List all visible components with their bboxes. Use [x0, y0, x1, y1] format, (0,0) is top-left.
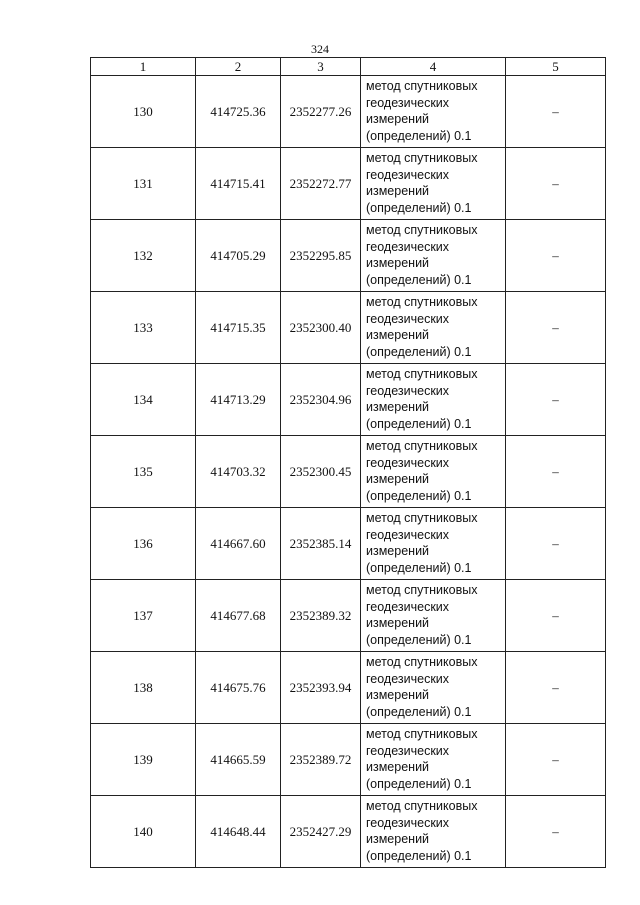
point-number-cell: 134: [91, 364, 196, 436]
table-row: [91, 724, 606, 796]
column-header-4: 4: [361, 58, 506, 76]
y-coordinate-cell: 2352304.96: [281, 364, 361, 436]
point-number-cell: 138: [91, 652, 196, 724]
x-coordinate-cell: 414677.68: [196, 580, 281, 652]
y-coordinate-cell: 2352300.40: [281, 292, 361, 364]
y-coordinate-cell: 2352393.94: [281, 652, 361, 724]
table-row: [91, 508, 606, 580]
point-number-cell: 131: [91, 148, 196, 220]
method-cell: метод спутниковых геодезических измерений (определений) 0.1: [361, 652, 506, 724]
point-number-cell: 130: [91, 76, 196, 148]
x-coordinate-cell: 414648.44: [196, 796, 281, 868]
table-row: [91, 796, 606, 868]
table-header-row: [91, 58, 606, 76]
table-row: [91, 580, 606, 652]
y-coordinate-cell: 2352389.72: [281, 724, 361, 796]
column-header-3: 3: [281, 58, 361, 76]
y-coordinate-cell: 2352427.29: [281, 796, 361, 868]
table-row: [91, 364, 606, 436]
y-coordinate-cell: 2352277.26: [281, 76, 361, 148]
x-coordinate-cell: 414715.35: [196, 292, 281, 364]
method-cell: метод спутниковых геодезических измерений (определений) 0.1: [361, 220, 506, 292]
x-coordinate-cell: 414703.32: [196, 436, 281, 508]
note-cell: –: [506, 580, 606, 652]
y-coordinate-cell: 2352389.32: [281, 580, 361, 652]
table-row: [91, 436, 606, 508]
table-row: [91, 148, 606, 220]
method-cell: метод спутниковых геодезических измерений (определений) 0.1: [361, 724, 506, 796]
point-number-cell: 140: [91, 796, 196, 868]
table-row: [91, 76, 606, 148]
coordinates-table: [90, 57, 606, 868]
method-cell: метод спутниковых геодезических измерений (определений) 0.1: [361, 436, 506, 508]
note-cell: –: [506, 508, 606, 580]
note-cell: –: [506, 364, 606, 436]
y-coordinate-cell: 2352272.77: [281, 148, 361, 220]
method-cell: метод спутниковых геодезических измерений (определений) 0.1: [361, 364, 506, 436]
x-coordinate-cell: 414667.60: [196, 508, 281, 580]
note-cell: –: [506, 148, 606, 220]
y-coordinate-cell: 2352300.45: [281, 436, 361, 508]
column-header-2: 2: [196, 58, 281, 76]
x-coordinate-cell: 414715.41: [196, 148, 281, 220]
note-cell: –: [506, 76, 606, 148]
page-number: 324: [311, 42, 329, 56]
note-cell: –: [506, 652, 606, 724]
table-row: [91, 220, 606, 292]
y-coordinate-cell: 2352385.14: [281, 508, 361, 580]
point-number-cell: 139: [91, 724, 196, 796]
x-coordinate-cell: 414713.29: [196, 364, 281, 436]
method-cell: метод спутниковых геодезических измерений (определений) 0.1: [361, 580, 506, 652]
point-number-cell: 133: [91, 292, 196, 364]
point-number-cell: 132: [91, 220, 196, 292]
method-cell: метод спутниковых геодезических измерений (определений) 0.1: [361, 796, 506, 868]
note-cell: –: [506, 436, 606, 508]
note-cell: –: [506, 292, 606, 364]
method-cell: метод спутниковых геодезических измерений (определений) 0.1: [361, 76, 506, 148]
x-coordinate-cell: 414725.36: [196, 76, 281, 148]
point-number-cell: 135: [91, 436, 196, 508]
table-row: [91, 292, 606, 364]
method-cell: метод спутниковых геодезических измерений (определений) 0.1: [361, 508, 506, 580]
note-cell: –: [506, 220, 606, 292]
method-cell: метод спутниковых геодезических измерений (определений) 0.1: [361, 148, 506, 220]
method-cell: метод спутниковых геодезических измерений (определений) 0.1: [361, 292, 506, 364]
column-header-1: 1: [91, 58, 196, 76]
point-number-cell: 136: [91, 508, 196, 580]
y-coordinate-cell: 2352295.85: [281, 220, 361, 292]
column-header-5: 5: [506, 58, 606, 76]
table-row: [91, 652, 606, 724]
x-coordinate-cell: 414665.59: [196, 724, 281, 796]
x-coordinate-cell: 414705.29: [196, 220, 281, 292]
note-cell: –: [506, 724, 606, 796]
point-number-cell: 137: [91, 580, 196, 652]
x-coordinate-cell: 414675.76: [196, 652, 281, 724]
note-cell: –: [506, 796, 606, 868]
